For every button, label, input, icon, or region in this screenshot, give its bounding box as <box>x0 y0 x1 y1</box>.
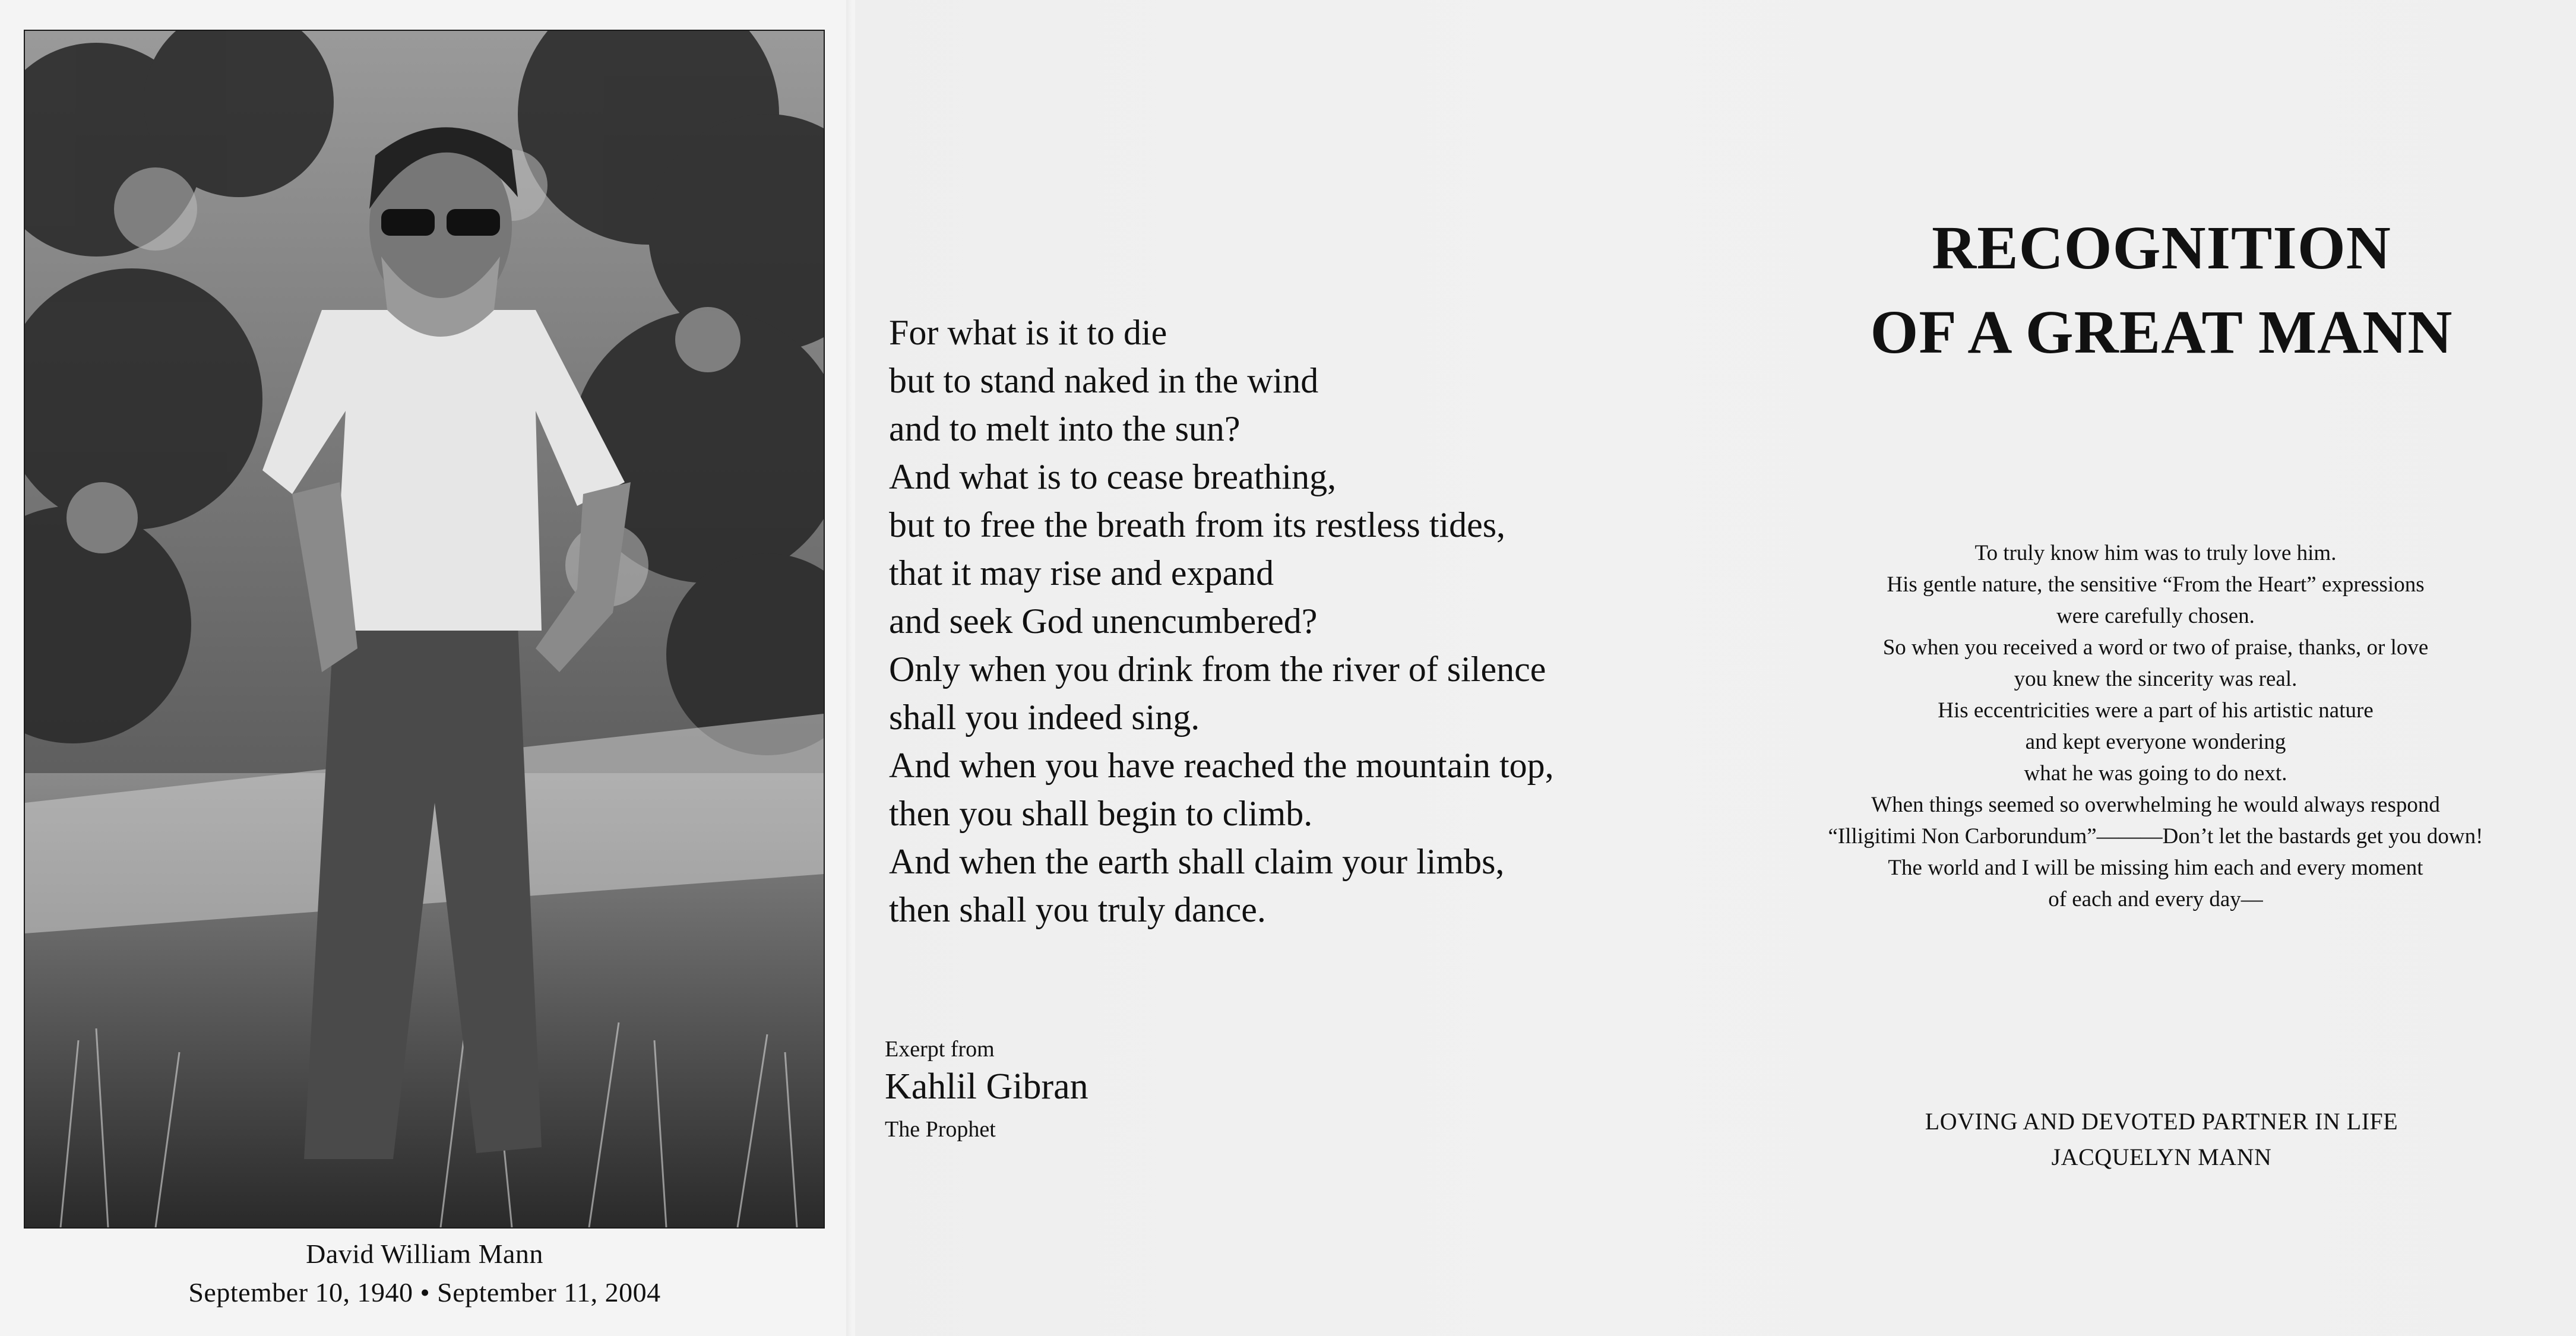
tribute-line: His eccentricities were a part of his artistic nature <box>1938 698 2374 723</box>
poem-line: shall you indeed sing. <box>889 698 1200 737</box>
caption-dates: September 10, 1940 • September 11, 2004 <box>188 1277 661 1307</box>
poem <box>889 309 1554 934</box>
tribute-line: “Illigitimi Non Carborundum”———Don’t let the bastards get you down! <box>1828 824 2483 849</box>
caption-name: David William Mann <box>306 1239 543 1269</box>
poem-line: and seek God unencumbered? <box>889 601 1318 641</box>
poem-line: and to melt into the sun? <box>889 409 1240 448</box>
poem-line: And what is to cease breathing, <box>889 457 1337 496</box>
tribute-line: When things seemed so overwhelming he would always respond <box>1871 793 2440 817</box>
tribute-line: and kept everyone wondering <box>2025 730 2286 754</box>
tribute-line: His gentle nature, the sensitive “From the Heart” expressions <box>1887 572 2425 597</box>
poem-line: For what is it to die <box>889 313 1167 352</box>
poem-line: then shall you truly dance. <box>889 890 1266 929</box>
attribution-work: The Prophet <box>885 1117 996 1142</box>
tribute-text <box>1722 537 2576 915</box>
tribute-line: To truly know him was to truly love him. <box>1974 541 2337 565</box>
portrait-photo <box>24 30 825 1229</box>
title-line-2: OF A GREAT MANN <box>1870 298 2453 366</box>
portrait-illustration <box>25 31 824 1227</box>
tribute-line: were carefully chosen. <box>2056 604 2255 628</box>
fold-line <box>846 0 852 1336</box>
attribution-label: Exerpt from <box>885 1037 995 1062</box>
poem-line: And when you have reached the mountain top, <box>889 746 1554 785</box>
tribute-line: what he was going to do next. <box>2024 761 2287 786</box>
tribute-line: of each and every day— <box>2048 887 2263 911</box>
signoff-line-1: LOVING AND DEVOTED PARTNER IN LIFE <box>1925 1108 2398 1135</box>
poem-line: And when the earth shall claim your limbs, <box>889 842 1505 881</box>
title-line-1: RECOGNITION <box>1932 214 2391 282</box>
tribute-line: So when you received a word or two of praise, thanks, or love <box>1882 635 2429 660</box>
attribution-author: Kahlil Gibran <box>885 1066 1088 1107</box>
tribute-line: The world and I will be missing him each and every moment <box>1888 856 2423 880</box>
poem-line: but to stand naked in the wind <box>889 361 1319 400</box>
poem-line: that it may rise and expand <box>889 553 1274 593</box>
poem-line: but to free the breath from its restless tides, <box>889 505 1506 544</box>
tribute-line: you knew the sincerity was real. <box>2014 667 2297 691</box>
poem-line: Only when you drink from the river of silence <box>889 650 1546 689</box>
poem-line: then you shall begin to climb. <box>889 794 1313 833</box>
signoff-line-2: JACQUELYN MANN <box>2051 1144 2272 1170</box>
